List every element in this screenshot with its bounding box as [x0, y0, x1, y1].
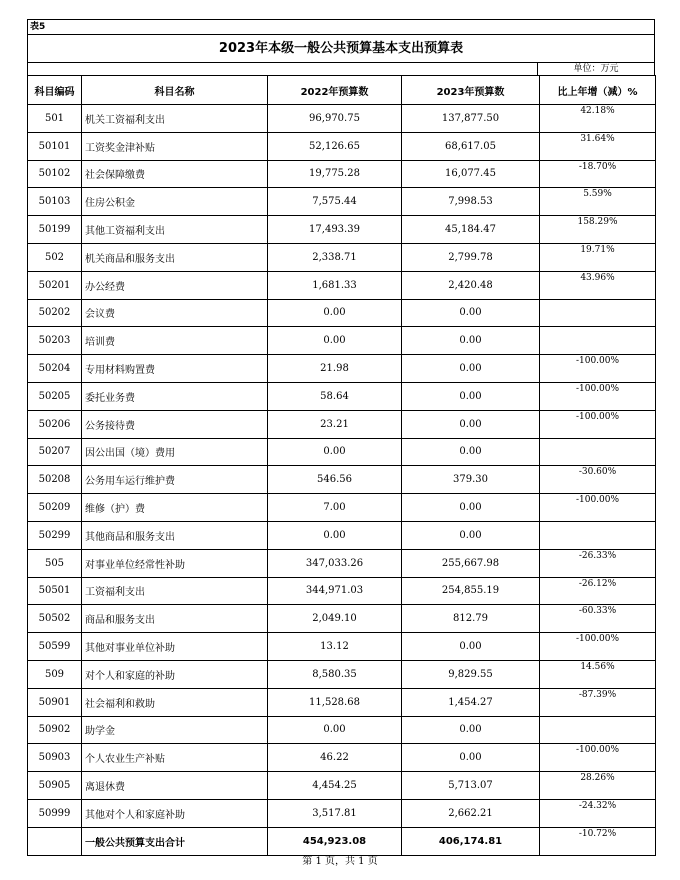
cell-2023: 406,174.81 — [402, 827, 540, 855]
cell-change: -10.72% — [540, 827, 656, 855]
cell-name: 机关商品和服务支出 — [82, 243, 268, 271]
cell-2022: 13.12 — [268, 633, 402, 661]
cell-2022: 4,454.25 — [268, 772, 402, 800]
header-code: 科目编码 — [28, 76, 82, 105]
table-row — [28, 355, 656, 383]
cell-2022: 3,517.81 — [268, 799, 402, 827]
cell-2023: 0.00 — [402, 382, 540, 410]
cell-code: 50203 — [28, 327, 82, 355]
cell-2022: 8,580.35 — [268, 660, 402, 688]
cell-2023: 2,662.21 — [402, 799, 540, 827]
cell-2023: 0.00 — [402, 410, 540, 438]
header-row — [28, 76, 656, 105]
cell-code: 50199 — [28, 216, 82, 244]
table-row — [28, 799, 656, 827]
cell-name: 会议费 — [82, 299, 268, 327]
budget-table — [27, 75, 656, 856]
cell-2023: 0.00 — [402, 438, 540, 466]
cell-code: 50102 — [28, 160, 82, 188]
cell-change — [540, 327, 656, 355]
table-row — [28, 744, 656, 772]
page-title: 2023年本级一般公共预算基本支出预算表 — [27, 34, 655, 62]
cell-change — [540, 716, 656, 744]
header-2023: 2023年预算数 — [402, 76, 540, 105]
cell-2023: 1,454.27 — [402, 688, 540, 716]
cell-name: 社会福利和救助 — [82, 688, 268, 716]
table-row — [28, 271, 656, 299]
cell-name: 对事业单位经常性补助 — [82, 549, 268, 577]
cell-2022: 0.00 — [268, 299, 402, 327]
cell-2023: 0.00 — [402, 494, 540, 522]
cell-name: 助学金 — [82, 716, 268, 744]
cell-code: 50903 — [28, 744, 82, 772]
cell-change: 19.71% — [540, 243, 656, 271]
table-row — [28, 105, 656, 133]
table-row — [28, 716, 656, 744]
cell-change: 14.56% — [540, 660, 656, 688]
cell-2022: 21.98 — [268, 355, 402, 383]
cell-name: 社会保障缴费 — [82, 160, 268, 188]
cell-name: 因公出国（境）费用 — [82, 438, 268, 466]
cell-code: 50999 — [28, 799, 82, 827]
cell-2022: 7,575.44 — [268, 188, 402, 216]
cell-2022: 96,970.75 — [268, 105, 402, 133]
cell-name: 其他对个人和家庭补助 — [82, 799, 268, 827]
cell-change: -18.70% — [540, 160, 656, 188]
cell-2023: 7,998.53 — [402, 188, 540, 216]
cell-name: 委托业务费 — [82, 382, 268, 410]
cell-change: -100.00% — [540, 744, 656, 772]
cell-name: 一般公共预算支出合计 — [82, 827, 268, 855]
cell-2022: 11,528.68 — [268, 688, 402, 716]
cell-name: 办公经费 — [82, 271, 268, 299]
cell-code: 50202 — [28, 299, 82, 327]
cell-2022: 0.00 — [268, 716, 402, 744]
cell-code: 50205 — [28, 382, 82, 410]
page-footer: 第 1 页，共 1 页 — [302, 856, 378, 867]
table-row — [28, 772, 656, 800]
cell-2022: 0.00 — [268, 438, 402, 466]
cell-2022: 17,493.39 — [268, 216, 402, 244]
cell-2023: 68,617.05 — [402, 132, 540, 160]
cell-2022: 1,681.33 — [268, 271, 402, 299]
table-row — [28, 577, 656, 605]
total-row — [28, 827, 656, 855]
cell-change: -87.39% — [540, 688, 656, 716]
cell-code: 50902 — [28, 716, 82, 744]
cell-2022: 19,775.28 — [268, 160, 402, 188]
cell-name: 其他工资福利支出 — [82, 216, 268, 244]
table-row — [28, 605, 656, 633]
table-row — [28, 466, 656, 494]
cell-2023: 2,420.48 — [402, 271, 540, 299]
table-row — [28, 549, 656, 577]
cell-2022: 2,049.10 — [268, 605, 402, 633]
cell-change: 5.59% — [540, 188, 656, 216]
cell-name: 维修（护）费 — [82, 494, 268, 522]
cell-2023: 9,829.55 — [402, 660, 540, 688]
table-body — [28, 105, 656, 856]
cell-change: -100.00% — [540, 410, 656, 438]
cell-2022: 52,126.65 — [268, 132, 402, 160]
table-row — [28, 633, 656, 661]
cell-code: 50103 — [28, 188, 82, 216]
cell-change: 42.18% — [540, 105, 656, 133]
cell-name: 工资福利支出 — [82, 577, 268, 605]
cell-2023: 5,713.07 — [402, 772, 540, 800]
cell-change: -100.00% — [540, 633, 656, 661]
cell-2023: 2,799.78 — [402, 243, 540, 271]
cell-2023: 0.00 — [402, 355, 540, 383]
cell-change: -60.33% — [540, 605, 656, 633]
cell-2023: 812.79 — [402, 605, 540, 633]
cell-code: 502 — [28, 243, 82, 271]
cell-2023: 0.00 — [402, 299, 540, 327]
cell-2022: 58.64 — [268, 382, 402, 410]
cell-2023: 0.00 — [402, 633, 540, 661]
header-2022: 2022年预算数 — [268, 76, 402, 105]
table-row — [28, 188, 656, 216]
cell-change: -30.60% — [540, 466, 656, 494]
cell-name: 培训费 — [82, 327, 268, 355]
unit-row — [27, 62, 655, 75]
cell-change: -26.12% — [540, 577, 656, 605]
cell-2022: 46.22 — [268, 744, 402, 772]
table-row — [28, 243, 656, 271]
cell-change: -24.32% — [540, 799, 656, 827]
cell-2022: 344,971.03 — [268, 577, 402, 605]
table-row — [28, 688, 656, 716]
cell-change: 43.96% — [540, 271, 656, 299]
cell-2022: 546.56 — [268, 466, 402, 494]
table-row — [28, 216, 656, 244]
cell-change: 28.26% — [540, 772, 656, 800]
cell-2022: 2,338.71 — [268, 243, 402, 271]
cell-change: -100.00% — [540, 355, 656, 383]
table-row — [28, 327, 656, 355]
cell-change: -100.00% — [540, 494, 656, 522]
cell-code: 505 — [28, 549, 82, 577]
table-row — [28, 410, 656, 438]
cell-name: 住房公积金 — [82, 188, 268, 216]
cell-2022: 347,033.26 — [268, 549, 402, 577]
cell-2022: 454,923.08 — [268, 827, 402, 855]
cell-change: -100.00% — [540, 382, 656, 410]
table-row — [28, 521, 656, 549]
cell-name: 其他对事业单位补助 — [82, 633, 268, 661]
table-row — [28, 494, 656, 522]
unit-label: 单位：万元 — [537, 63, 654, 75]
header-name: 科目名称 — [82, 76, 268, 105]
cell-code: 50201 — [28, 271, 82, 299]
cell-code: 50299 — [28, 521, 82, 549]
header-change: 比上年增（减）% — [540, 76, 656, 105]
table-row — [28, 132, 656, 160]
cell-code: 50208 — [28, 466, 82, 494]
table-tag: 表5 — [27, 19, 655, 34]
cell-name: 公务接待费 — [82, 410, 268, 438]
table-row — [28, 438, 656, 466]
cell-2022: 0.00 — [268, 327, 402, 355]
cell-name: 公务用车运行维护费 — [82, 466, 268, 494]
cell-code: 50101 — [28, 132, 82, 160]
cell-code — [28, 827, 82, 855]
table-row — [28, 160, 656, 188]
cell-2023: 379.30 — [402, 466, 540, 494]
cell-name: 商品和服务支出 — [82, 605, 268, 633]
cell-2023: 16,077.45 — [402, 160, 540, 188]
cell-2023: 0.00 — [402, 716, 540, 744]
cell-code: 50206 — [28, 410, 82, 438]
cell-change: 158.29% — [540, 216, 656, 244]
cell-name: 工资奖金津补贴 — [82, 132, 268, 160]
cell-change — [540, 299, 656, 327]
cell-code: 50207 — [28, 438, 82, 466]
cell-name: 专用材料购置费 — [82, 355, 268, 383]
table-row — [28, 382, 656, 410]
cell-2023: 254,855.19 — [402, 577, 540, 605]
cell-2022: 23.21 — [268, 410, 402, 438]
cell-change — [540, 521, 656, 549]
cell-code: 50901 — [28, 688, 82, 716]
cell-change — [540, 438, 656, 466]
cell-change: -26.33% — [540, 549, 656, 577]
cell-code: 50204 — [28, 355, 82, 383]
cell-2023: 45,184.47 — [402, 216, 540, 244]
cell-code: 50502 — [28, 605, 82, 633]
cell-change: 31.64% — [540, 132, 656, 160]
cell-2023: 0.00 — [402, 521, 540, 549]
cell-name: 个人农业生产补贴 — [82, 744, 268, 772]
table-row — [28, 299, 656, 327]
cell-name: 机关工资福利支出 — [82, 105, 268, 133]
cell-2023: 137,877.50 — [402, 105, 540, 133]
cell-2023: 0.00 — [402, 327, 540, 355]
cell-name: 对个人和家庭的补助 — [82, 660, 268, 688]
cell-name: 离退休费 — [82, 772, 268, 800]
cell-2022: 0.00 — [268, 521, 402, 549]
table-row — [28, 660, 656, 688]
cell-code: 50501 — [28, 577, 82, 605]
cell-code: 50599 — [28, 633, 82, 661]
budget-sheet — [27, 19, 655, 856]
cell-code: 501 — [28, 105, 82, 133]
cell-name: 其他商品和服务支出 — [82, 521, 268, 549]
cell-2023: 0.00 — [402, 744, 540, 772]
cell-2023: 255,667.98 — [402, 549, 540, 577]
cell-code: 509 — [28, 660, 82, 688]
cell-2022: 7.00 — [268, 494, 402, 522]
cell-code: 50905 — [28, 772, 82, 800]
cell-code: 50209 — [28, 494, 82, 522]
